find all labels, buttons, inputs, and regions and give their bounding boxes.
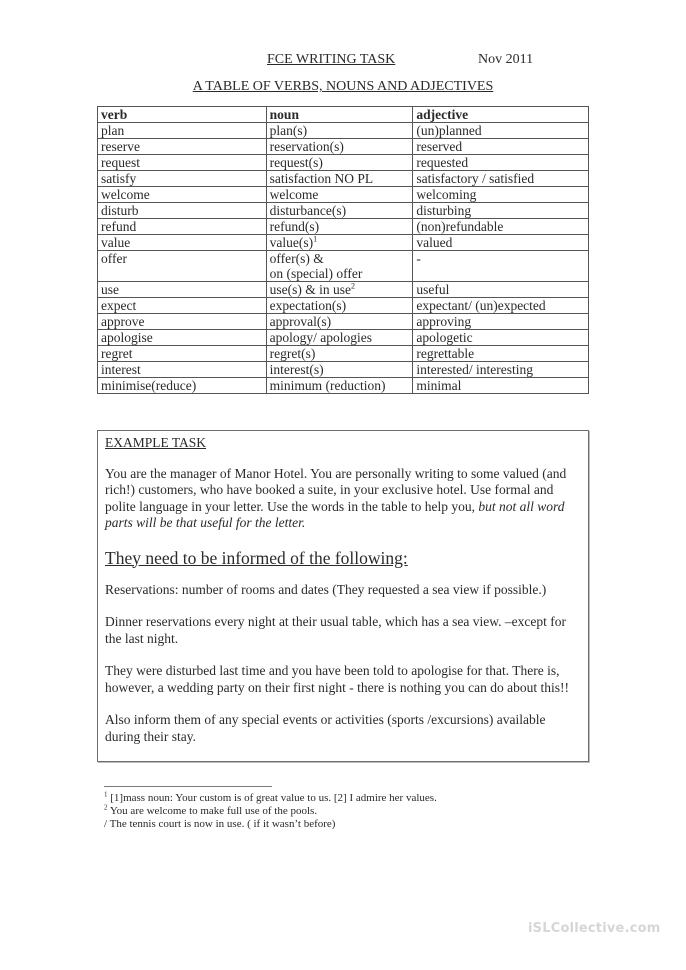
table-title [0, 79, 686, 95]
adjective-text: requested [416, 155, 469, 170]
task-point-events: Also inform them of any special events or activities (sports /excursions) available during their stay. [105, 712, 546, 744]
adjective-cell [413, 314, 589, 330]
footnote-ref: 2 [351, 281, 356, 291]
verb-text: refund [101, 219, 137, 234]
adjective-cell [413, 298, 589, 314]
adjective-text: approving [416, 314, 472, 329]
table-row [98, 139, 589, 155]
noun-cell [266, 298, 413, 314]
footnote-text: / The tennis court is now in use. ( if it wasn’t before) [104, 818, 336, 830]
adjective-cell [413, 251, 589, 282]
adjective-text: welcoming [416, 187, 477, 202]
task-intro-italic: but not all word parts will be that useful for the letter. [105, 498, 565, 530]
worksheet-date: Nov 2011 [478, 52, 534, 67]
adjective-text: satisfactory / satisfied [416, 171, 535, 186]
noun-text: disturbance(s) [269, 203, 347, 218]
task-heading: EXAMPLE TASK [105, 435, 207, 450]
adjective-cell [413, 362, 589, 378]
noun-cell [266, 171, 413, 187]
table-row [98, 362, 589, 378]
noun-cell [266, 362, 413, 378]
verb-cell [98, 219, 267, 235]
noun-cell [266, 330, 413, 346]
noun-cell [266, 346, 413, 362]
table-body [98, 123, 589, 394]
adjective-text: useful [416, 282, 450, 297]
header-adjective: adjective [413, 107, 589, 123]
table-row [98, 123, 589, 139]
verb-cell [98, 171, 267, 187]
noun-cell [266, 155, 413, 171]
table-row [98, 298, 589, 314]
noun-cell [266, 187, 413, 203]
noun-text: expectation(s) [269, 298, 347, 313]
table-row [98, 378, 589, 394]
verb-text: reserve [101, 139, 140, 154]
noun-text: reservation(s) [269, 139, 344, 154]
verb-text: offer [101, 251, 127, 266]
noun-text: minimum (reduction) [269, 378, 386, 393]
adjective-cell [413, 219, 589, 235]
adjective-cell [413, 282, 589, 298]
adjective-text: minimal [416, 378, 462, 393]
verb-cell [98, 235, 267, 251]
noun-cell [266, 123, 413, 139]
verb-text: expect [101, 298, 137, 313]
verb-cell [98, 362, 267, 378]
verb-text: satisfy [101, 171, 137, 186]
verb-cell [98, 251, 267, 282]
adjective-cell [413, 123, 589, 139]
verb-cell [98, 187, 267, 203]
noun-cell [266, 314, 413, 330]
verb-cell [98, 346, 267, 362]
header-noun: noun [266, 107, 413, 123]
adjective-cell [413, 171, 589, 187]
footnote-ref: 1 [313, 234, 318, 244]
footnote-divider [104, 786, 272, 787]
noun-cell [266, 139, 413, 155]
verb-text: apologise [101, 330, 153, 345]
footnote-1 [104, 792, 437, 805]
verb-text: disturb [101, 203, 139, 218]
adjective-cell [413, 378, 589, 394]
verb-cell [98, 378, 267, 394]
table-row [98, 219, 589, 235]
table-row [98, 314, 589, 330]
adjective-text: valued [416, 235, 453, 250]
adjective-cell [413, 155, 589, 171]
task-intro-text: You are the manager of Manor Hotel. You are personally writing to some valued (and rich!) customers, who have booked a suite, in your exclusive hotel. Use formal and polite language in your letter. Use the words in the table to help you, [105, 465, 567, 514]
noun-text-line2: on (special) offer [269, 266, 363, 281]
verb-cell [98, 314, 267, 330]
task-intro [105, 466, 581, 532]
adjective-text: (non)refundable [416, 219, 504, 234]
verb-cell [98, 155, 267, 171]
table-row [98, 330, 589, 346]
verb-text: welcome [101, 187, 150, 202]
adjective-text: apologetic [416, 330, 473, 345]
table-row [98, 235, 589, 251]
verb-cell [98, 139, 267, 155]
noun-cell [266, 282, 413, 298]
adjective-text: reserved [416, 139, 463, 154]
noun-text: request(s) [269, 155, 323, 170]
noun-text: refund(s) [269, 219, 320, 234]
noun-text: value(s) [269, 235, 314, 250]
noun-cell [266, 235, 413, 251]
adjective-cell [413, 235, 589, 251]
table-row [98, 187, 589, 203]
noun-text: apology/ apologies [269, 330, 373, 345]
task-point-apology: They were disturbed last time and you have been told to apologise for that. There is, however, a wedding party on their first night - there is nothing you can do about this!! [105, 663, 569, 695]
noun-cell [266, 251, 413, 282]
noun-text: offer(s) & [269, 251, 324, 266]
noun-cell [266, 203, 413, 219]
footnotes [104, 792, 437, 831]
adjective-cell [413, 203, 589, 219]
watermark-logo: iSLCollective.com [528, 921, 661, 936]
footnote-mark: 2 [104, 803, 108, 812]
adjective-cell [413, 330, 589, 346]
verb-text: value [101, 235, 131, 250]
noun-text: satisfaction NO PL [269, 171, 374, 186]
table-row [98, 251, 589, 282]
verb-text: minimise(reduce) [101, 378, 197, 393]
worksheet-title: FCE WRITING TASK [267, 52, 396, 67]
task-point-reservations: Reservations: number of rooms and dates (They requested a sea view if possible.) [105, 581, 547, 597]
table-header-row [98, 107, 589, 123]
noun-text: welcome [269, 187, 319, 202]
noun-cell [266, 378, 413, 394]
footnote-3 [104, 818, 437, 831]
verb-cell [98, 282, 267, 298]
adjective-cell [413, 139, 589, 155]
task-point-dinner: Dinner reservations every night at their usual table, which has a sea view. –except for the last night. [105, 614, 566, 646]
adjective-text: regrettable [416, 346, 475, 361]
verb-text: regret [101, 346, 133, 361]
table-row [98, 171, 589, 187]
adjective-cell [413, 346, 589, 362]
adjective-text: disturbing [416, 203, 472, 218]
verb-text: request [101, 155, 140, 170]
footnote-2 [104, 805, 437, 818]
adjective-text: (un)planned [416, 123, 482, 138]
verb-text: interest [101, 362, 141, 377]
adjective-cell [413, 187, 589, 203]
verb-text: approve [101, 314, 145, 329]
task-subheading: They need to be informed of the following: [105, 547, 408, 568]
table-row [98, 203, 589, 219]
header-verb: verb [98, 107, 267, 123]
noun-text: regret(s) [269, 346, 316, 361]
footnote-text: [1]mass noun: Your custom is of great value to us. [2] I admire her values. [107, 792, 437, 804]
adjective-text: interested/ interesting [416, 362, 533, 377]
table-row [98, 346, 589, 362]
footnote-mark: 1 [104, 790, 108, 799]
adjective-text: - [416, 251, 421, 266]
verb-cell [98, 203, 267, 219]
table-row [98, 155, 589, 171]
verb-cell [98, 298, 267, 314]
example-task-box [97, 430, 589, 762]
verb-text: use [101, 282, 119, 297]
footnote-text: You are welcome to make full use of the pools. [107, 805, 318, 817]
verb-cell [98, 330, 267, 346]
noun-text: approval(s) [269, 314, 332, 329]
verb-cell [98, 123, 267, 139]
verb-text: plan [101, 123, 125, 138]
table-row [98, 282, 589, 298]
noun-text: plan(s) [269, 123, 308, 138]
noun-text: interest(s) [269, 362, 324, 377]
adjective-text: expectant/ (un)expected [416, 298, 546, 313]
noun-cell [266, 219, 413, 235]
word-forms-table [97, 106, 589, 394]
table-title-text: A TABLE OF VERBS, NOUNS AND ADJECTIVES [192, 79, 494, 94]
noun-text: use(s) & in use [269, 282, 352, 297]
